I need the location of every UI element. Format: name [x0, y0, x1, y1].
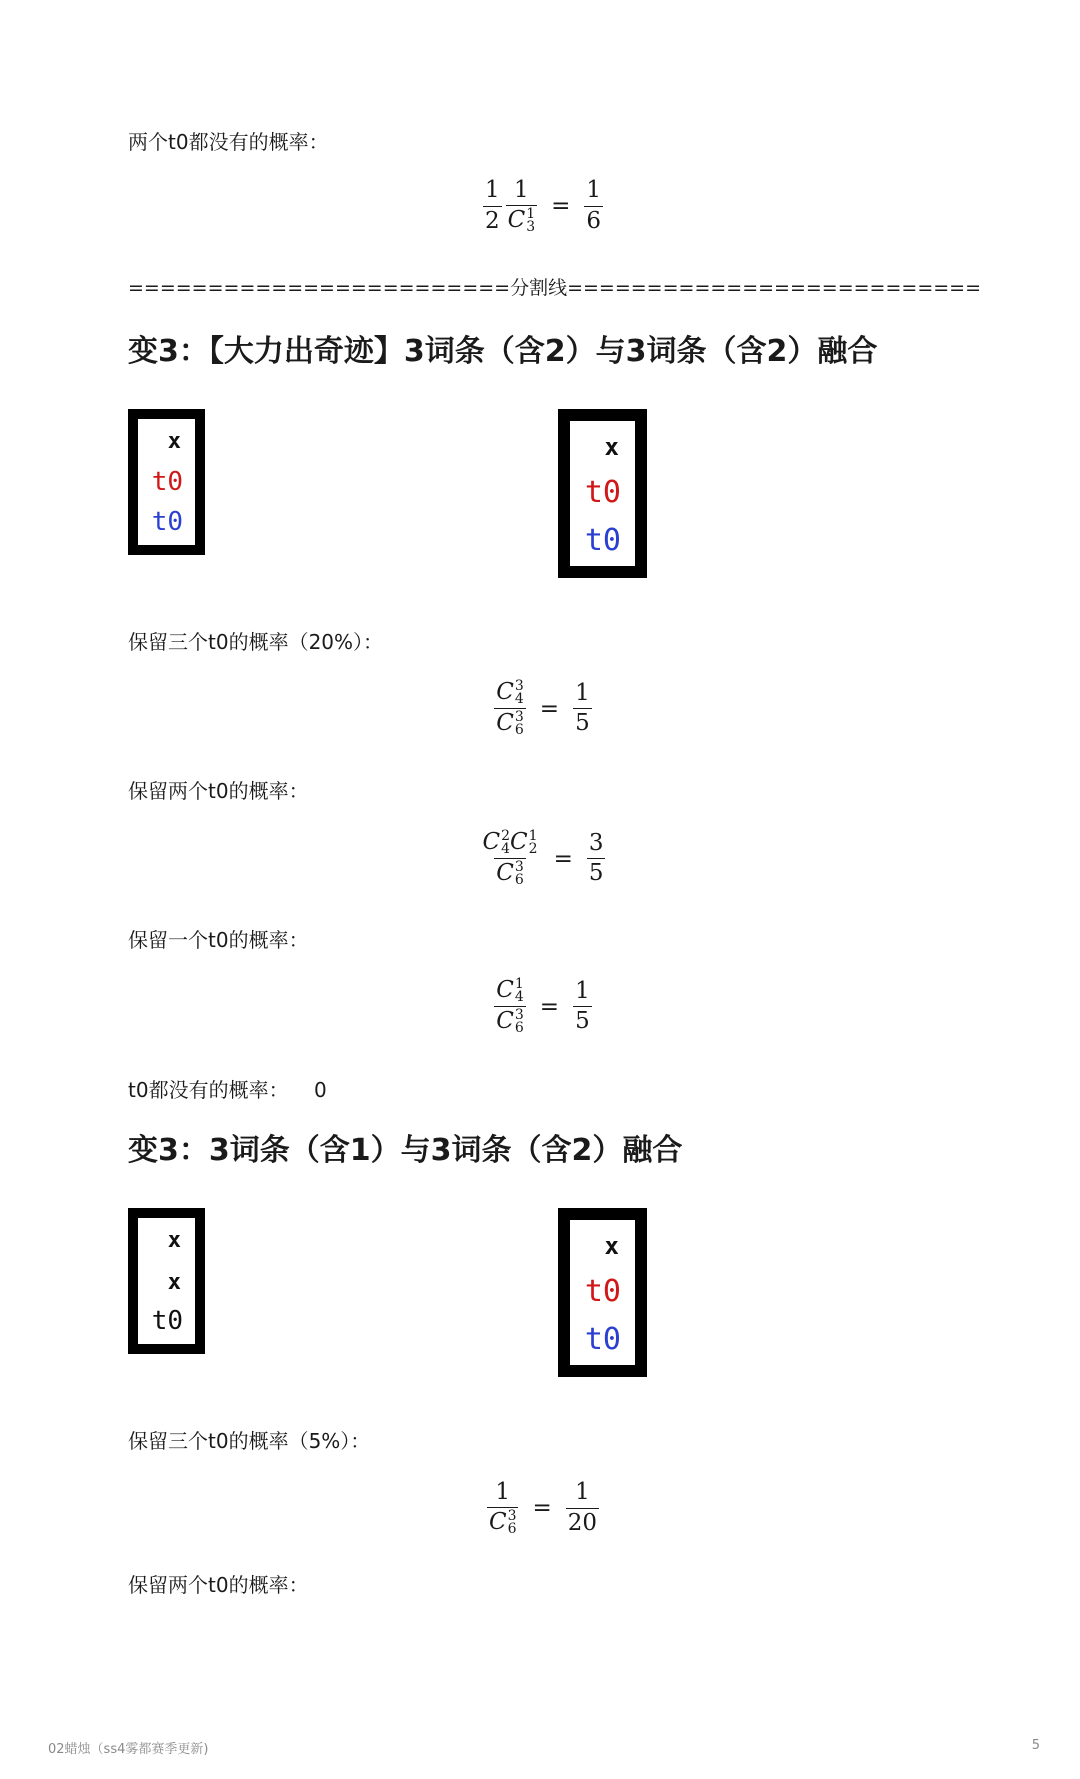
- item-line-t0-black: t0: [151, 1306, 183, 1336]
- section-heading-1: 变3：【大力出奇迹】3词条（含2）与3词条（含2）融合: [128, 334, 878, 369]
- fraction-result: $\frac{1}{5}$: [575, 679, 590, 736]
- paragraph-none: t0都没有的概率： 0: [128, 1078, 327, 1102]
- item-line-t0-blue: t0: [584, 523, 621, 558]
- formula-2: [128, 680, 958, 737]
- item-box-set2-right: [558, 1208, 647, 1377]
- item-box-set1-left: [128, 409, 205, 555]
- fraction-result: $\frac{1}{5}$: [575, 977, 590, 1034]
- item-line-x: x: [167, 1228, 181, 1253]
- equals-sign: =: [532, 1495, 552, 1522]
- item-line-x: x: [604, 1232, 619, 1260]
- item-line-t0-red: t0: [584, 475, 621, 510]
- fraction-result: $\frac{1}{20}$: [567, 1479, 598, 1536]
- paragraph-no-t0-both: 两个t0都没有的概率：: [128, 130, 329, 154]
- fraction-c42c21-over-c63: C 2 4 C 1 2 C 3 6: [482, 828, 538, 888]
- item-line-t0-red: t0: [151, 467, 183, 497]
- equals-sign: =: [553, 845, 573, 872]
- item-box-set2-left: [128, 1208, 205, 1354]
- paragraph-keep-three-5pct: 保留三个t0的概率（5%）：: [128, 1429, 371, 1453]
- paragraph-keep-three: 保留三个t0的概率（20%）：: [128, 630, 384, 654]
- fraction-result: $\frac{1}{6}$: [586, 177, 602, 234]
- equals-sign: =: [539, 695, 560, 722]
- paragraph-keep-two: 保留两个t0的概率：: [128, 779, 309, 803]
- fraction-c43-over-c63: C 3 4 C 3 6: [496, 678, 524, 738]
- paragraph-keep-one: 保留一个t0的概率：: [128, 928, 309, 952]
- formula-5: [128, 1480, 958, 1536]
- formula-3: [128, 830, 958, 887]
- formula-1: [128, 178, 958, 234]
- fraction-c41-over-c63: C 1 4 C 3 6: [496, 976, 524, 1036]
- fraction-1-over-c63: 1 C 3 6: [488, 1479, 517, 1538]
- separator-line: ========================分割线==========================: [128, 277, 981, 299]
- item-line-x: x: [167, 429, 181, 454]
- equals-sign: =: [551, 193, 571, 220]
- item-line-x: x: [167, 1270, 181, 1295]
- page-number: 5: [1031, 1738, 1040, 1753]
- item-box-set1-right: [558, 409, 647, 578]
- fraction-1-over-c31: 1 C 1 3: [507, 177, 536, 236]
- fraction-half: $\frac{1}{2}$: [484, 177, 500, 234]
- section-heading-2: 变3：3词条（含1）与3词条（含2）融合: [128, 1133, 683, 1168]
- paragraph-keep-two-2: 保留两个t0的概率：: [128, 1573, 309, 1597]
- fraction-result: $\frac{3}{5}$: [588, 829, 604, 886]
- item-line-t0-blue: t0: [151, 507, 183, 537]
- footer-title: 02蜡烛（ss4雾都赛季更新): [48, 1742, 209, 1757]
- item-line-t0-blue: t0: [584, 1322, 621, 1357]
- item-line-x: x: [604, 433, 619, 461]
- item-line-t0-red: t0: [584, 1274, 621, 1309]
- formula-4: [128, 978, 958, 1035]
- equals-sign: =: [539, 993, 560, 1020]
